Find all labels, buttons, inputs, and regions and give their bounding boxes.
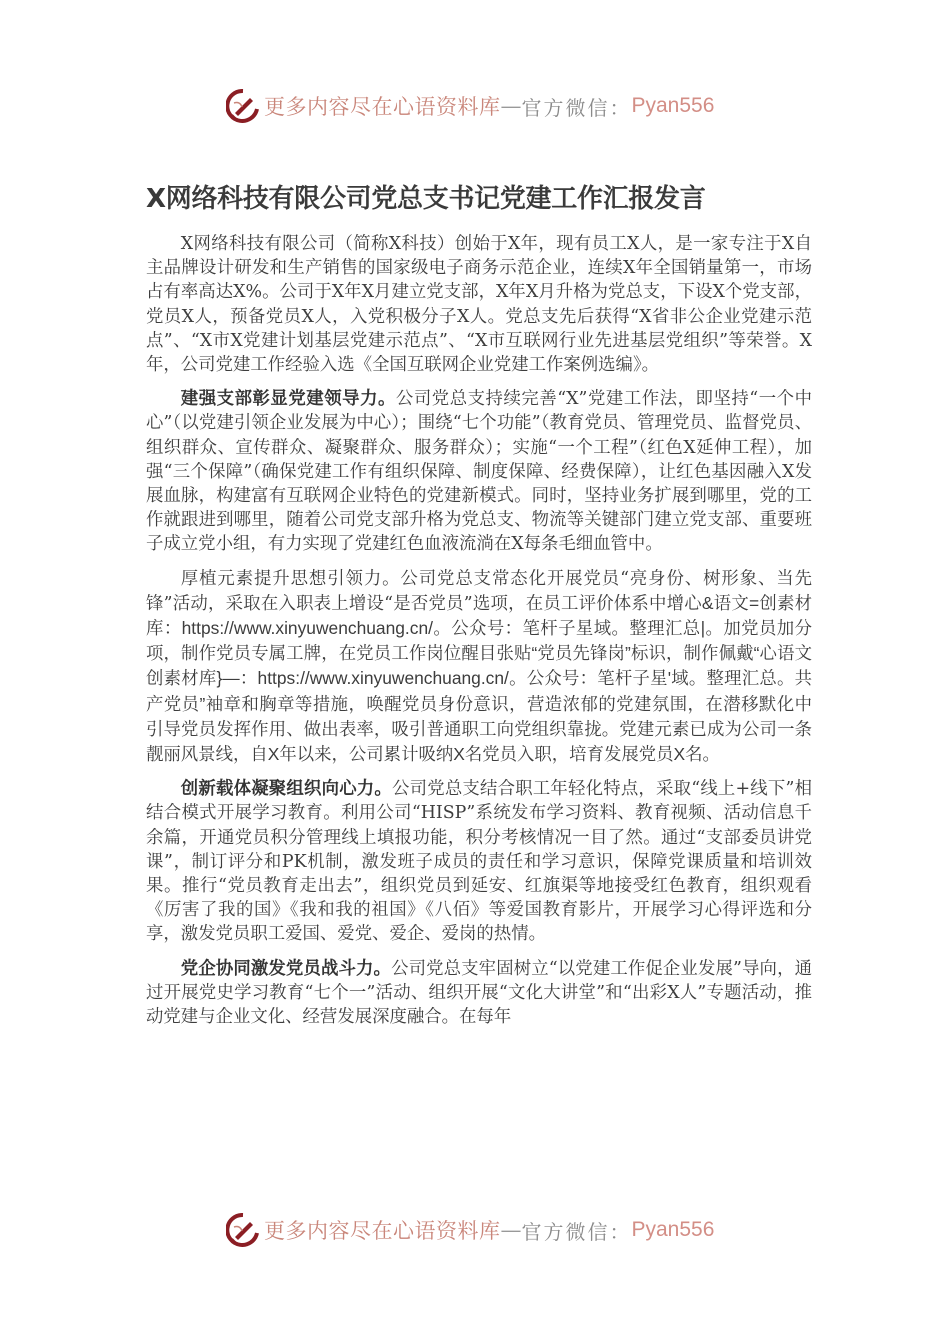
header-watermark-banner <box>226 86 726 126</box>
banner-wechat-label: 官方微信： <box>521 1219 632 1244</box>
paragraph-lead: 党企协同激发党员战斗力。 <box>180 958 392 979</box>
paragraph-intro <box>146 232 812 377</box>
banner-site-name: 更多内容尽在心语资料库 <box>264 1219 501 1243</box>
paragraph-text: 公司党总支牢固树立“以党建工作促企业发展”导向，通过开展党史学习教育“七个一”活动、组织开展“文化大讲堂”和“出彩X人”专题活动，推动党建与企业文化、经营发展深度融合。在每年 <box>146 958 812 1028</box>
document-body <box>146 232 812 1039</box>
banner-dash: — <box>500 1218 522 1242</box>
paragraph-text: 公司党总支持续完善“X”党建工作法，即坚持“一个中心”（以党建引领企业发展为中心）；围绕“七个功能”（教育党员、管理党员、监督党员、组织群众、宣传群众、凝聚群众、服务群众）；实施“一个工程”（红色X延伸工程），加强“三个保障”（确保党建工作有组织保障、制度保障、经费保障），让红色基因融入X发展血脉，构建富有互联网企业特色的党建新模式。同时，坚持业务扩展到哪里，党的工作就跟进到哪里，随着公司党支部升格为党总支、物流等关键部门建立党支部、重要班子成立党小组，有力实现了党建红色血液流淌在X每条毛细血管中。 <box>146 389 812 555</box>
quill-pen-logo-icon <box>226 89 260 123</box>
banner-site-name: 更多内容尽在心语资料库 <box>264 95 501 119</box>
paragraph-ideological-guidance <box>146 567 812 768</box>
paragraph-branch-leadership <box>146 387 812 556</box>
footer-watermark-banner <box>226 1210 726 1250</box>
paragraph-party-enterprise-synergy <box>146 957 812 1030</box>
paragraph-text-b: 心&语文=创素材库：https://www.xinyuwenchuang.cn/。公众号：笔杆子星域。整理汇总|。加党员加分项，制作党员专属工牌，在党员工作岗位醒目张贴“党员先锋岗”标识，制作佩戴“心语文创素材库}—：https://www.xinyuwenchuang.cn/。公众号：笔杆子星'域。整理汇总。共产党员”袖章和胸章等措施，唤醒党员身份意识，营造浓郁的党建氛围，在潜移默化中引导党员发挥作用、做出表率，吸引普通职工向党组织靠拢。党建元素已成为公司一条靓丽风景线，自X年以来，公司累计吸纳X名党员入职，培育发展党员X名。 <box>146 592 812 765</box>
quill-pen-logo-icon <box>226 1213 260 1247</box>
paragraph-innovation-carrier <box>146 777 812 946</box>
banner-wechat-id: Pyan556 <box>631 1218 715 1241</box>
banner-wechat-id: Pyan556 <box>631 94 715 117</box>
paragraph-lead: 创新载体凝聚组织向心力。 <box>180 779 393 800</box>
paragraph-text: X网络科技有限公司（简称X科技）创始于X年，现有员工X人，是一家专注于X自主品牌设计研发和生产销售的国家级电子商务示范企业，连续X年全国销量第一，市场占有率高达X%。公司于X年X月建立党支部，X年X月升格为党总支，下设X个党支部，党员X人，预备党员X人，入党积极分子X人。党总支先后获得“X省非公企业党建示范点”、“X市X党建计划基层党建示范点”、“X市互联网行业先进基层党组织”等荣誉。X年，公司党建工作经验入选《全国互联网企业党建工作案例选编》。 <box>146 234 812 376</box>
banner-wechat-label: 官方微信： <box>521 95 632 120</box>
paragraph-text-a: 厚植元素提升思想引领力。公司党总支常态化开展党员“亮身份、树形象、当先锋”活动，采取在入职表上增设“是否党员”选项，在员工评价体系中增 <box>146 568 812 614</box>
paragraph-lead: 建强支部彰显党建领导力。 <box>180 389 396 410</box>
paragraph-text: 公司党总支结合职工年轻化特点，采取“线上+线下”相结合模式开展学习教育。利用公司“HISP”系统发布学习资料、教育视频、活动信息千余篇，开通党员积分管理线上填报功能，积分考核情况一目了然。通过“支部委员讲党课”，制订评分和PK机制，激发班子成员的责任和学习意识，保障党课质量和培训效果。推行“党员教育走出去”，组织党员到延安、红旗渠等地接受红色教育，组织观看《厉害了我的国》《我和我的祖国》《八佰》等爱国教育影片，开展学习心得评选和分享，激发党员职工爱国、爱党、爱企、爱岗的热情。 <box>146 779 812 945</box>
banner-dash: — <box>500 94 522 118</box>
document-title: X网络科技有限公司党总支书记党建工作汇报发言 <box>146 184 706 214</box>
